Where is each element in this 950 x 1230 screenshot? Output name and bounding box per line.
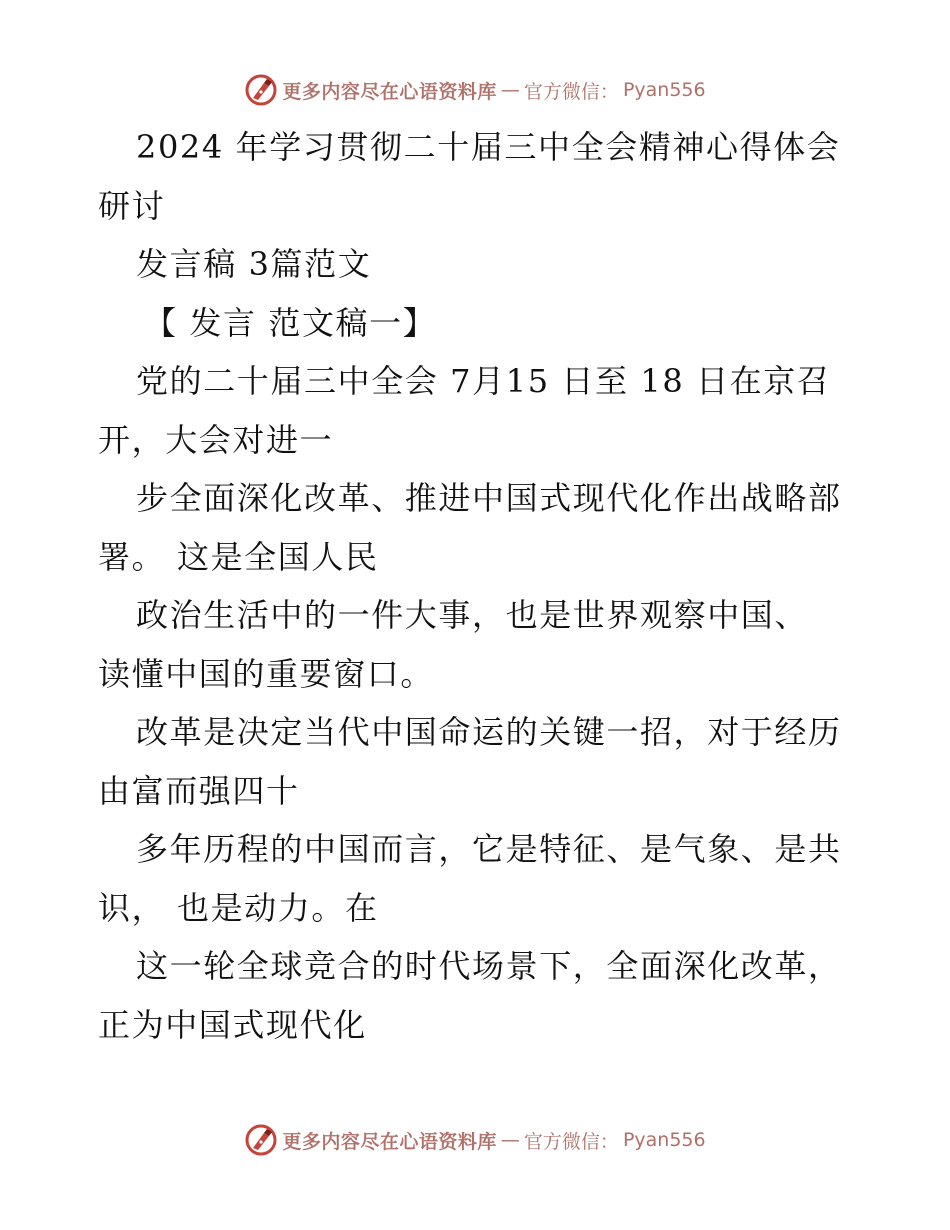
doc-paragraph-line: 由富而强四十 xyxy=(98,771,300,810)
footer-banner-dash: — xyxy=(500,1129,520,1151)
banner-title: 更多内容尽在心语资料库 xyxy=(282,80,497,103)
doc-subtitle: 发言稿 3篇范文 xyxy=(136,245,372,283)
footer-banner-inner xyxy=(244,1123,705,1157)
doc-paragraph-line: 这一轮全球竞合的时代场景下，全面深化改革， xyxy=(136,947,842,985)
doc-paragraph-line: 步全面深化改革、推进中国式现代化作出战略部 xyxy=(136,479,842,517)
footer-banner-wechat-label: 官方微信： xyxy=(523,1130,619,1153)
doc-paragraph-line: 政治生活中的一件大事，也是世界观察中国、 xyxy=(136,596,809,634)
doc-paragraph-line: 改革是决定当代中国命运的关键一招，对于经历 xyxy=(136,713,842,751)
doc-title-line-2: 研讨 xyxy=(98,186,166,225)
doc-paragraph-line: 多年历程的中国而言，它是特征、是气象、是共 xyxy=(136,830,842,868)
pen-nib-logo-icon xyxy=(244,1123,278,1157)
banner-wechat-id: Pyan556 xyxy=(622,79,706,101)
doc-paragraph-line: 署。 这是全国人民 xyxy=(98,537,379,576)
doc-paragraph-line: 正为中国式现代化 xyxy=(98,1005,367,1044)
header-banner xyxy=(0,70,950,110)
doc-paragraph-line: 识， 也是动力。在 xyxy=(98,888,379,927)
footer-banner xyxy=(0,1120,950,1160)
doc-paragraph-line: 读懂中国的重要窗口。 xyxy=(98,654,435,693)
doc-paragraph-line: 开，大会对进一 xyxy=(98,420,334,459)
doc-paragraph-line: 党的二十届三中全会 7月15 日至 18 日在京召 xyxy=(136,362,831,400)
doc-section-heading: 【 发言 范文稿一】 xyxy=(144,303,437,342)
document-body xyxy=(98,118,868,1054)
footer-banner-title: 更多内容尽在心语资料库 xyxy=(282,1130,497,1153)
doc-title-line-1: 2024 年学习贯彻二十届三中全会精神心得体会 xyxy=(136,128,841,166)
footer-banner-wechat-id: Pyan556 xyxy=(622,1129,706,1151)
header-banner-inner xyxy=(244,73,705,107)
banner-wechat-label: 官方微信： xyxy=(523,80,619,103)
banner-dash: — xyxy=(500,79,520,101)
pen-nib-logo-icon xyxy=(244,73,278,107)
